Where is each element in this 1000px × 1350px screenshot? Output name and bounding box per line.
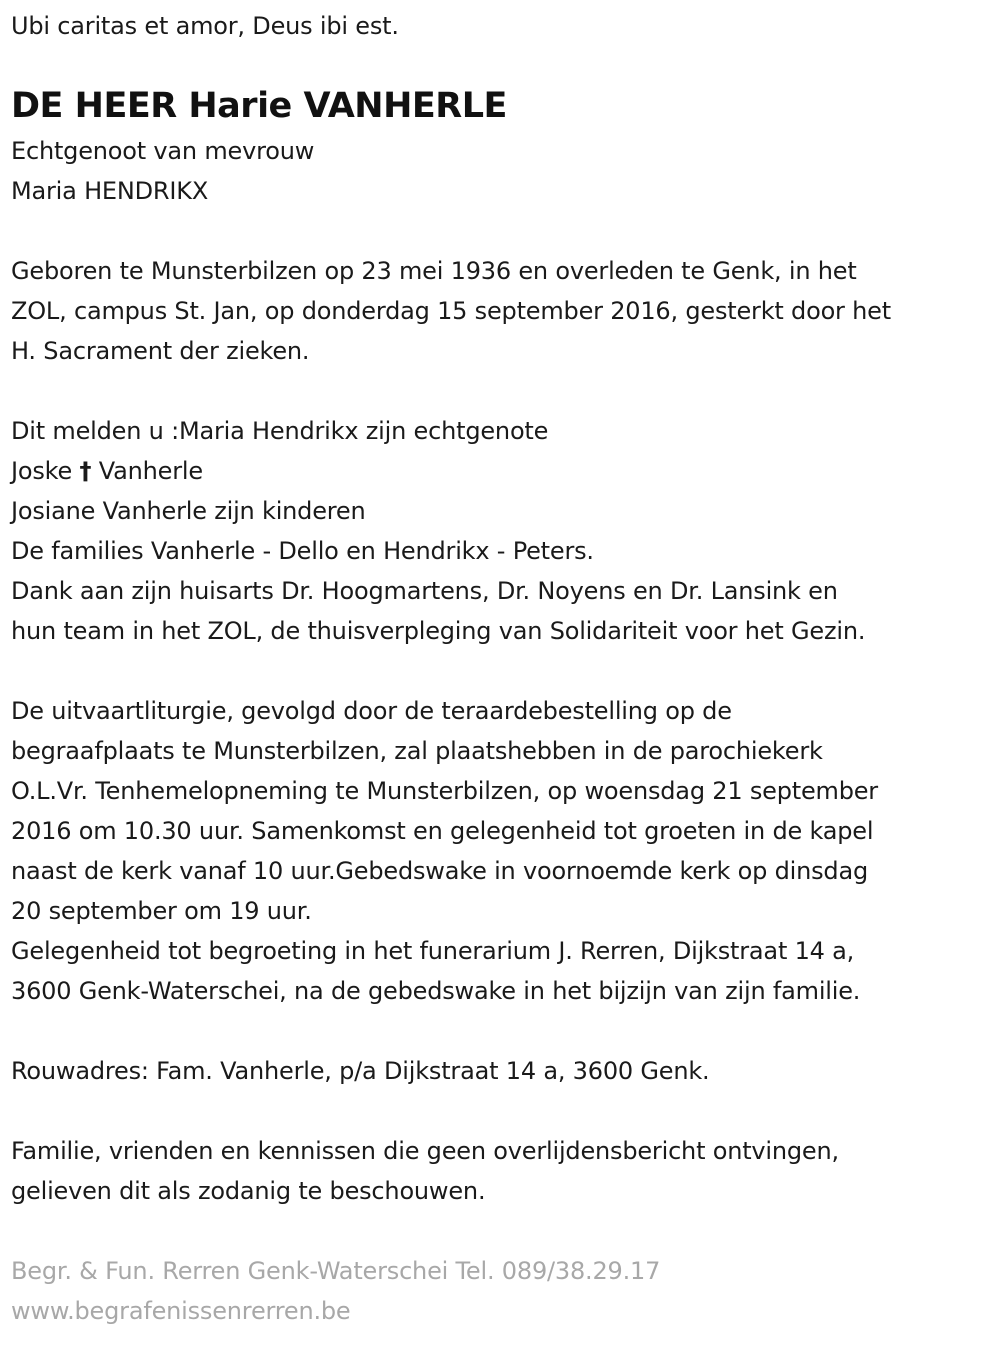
spacer — [11, 1011, 996, 1051]
funeral-line: Gelegenheid tot begroeting in het funerarium J. Rerren, Dijkstraat 14 a, — [11, 937, 855, 965]
thanks-line: hun team in het ZOL, de thuisverpleging van Solidariteit voor het Gezin. — [11, 617, 866, 645]
closing-line: Familie, vrienden en kennissen die geen overlijdensbericht ontvingen, — [11, 1137, 839, 1165]
spacer — [11, 651, 996, 691]
spouse-line-2: Maria HENDRIKX — [11, 177, 209, 205]
announcement-paragraph — [11, 411, 996, 651]
funeral-line: begraafplaats te Munsterbilzen, zal plaatshebben in de parochiekerk — [11, 737, 823, 765]
joske-last-name: Vanherle — [98, 457, 203, 485]
joske-first-name: Joske — [11, 457, 73, 485]
funeral-line: naast de kerk vanaf 10 uur.Gebedswake in voornoemde kerk op dinsdag — [11, 857, 868, 885]
mourning-address: Rouwadres: Fam. Vanherle, p/a Dijkstraat 14 a, 3600 Genk. — [11, 1057, 710, 1085]
cross-icon: † — [79, 457, 92, 485]
announcement-line: De families Vanherle - Dello en Hendrikx - Peters. — [11, 537, 594, 565]
funeral-line: 2016 om 10.30 uur. Samenkomst en gelegenheid tot groeten in de kapel — [11, 817, 874, 845]
birth-death-line: Geboren te Munsterbilzen op 23 mei 1936 en overleden te Genk, in het — [11, 257, 857, 285]
birth-death-paragraph — [11, 251, 996, 371]
spouse-line-1: Echtgenoot van mevrouw — [11, 137, 315, 165]
spacer — [11, 1211, 996, 1251]
funeral-paragraph — [11, 691, 996, 1011]
announcement-line: Josiane Vanherle zijn kinderen — [11, 497, 366, 525]
spacer — [11, 211, 996, 251]
funeral-line: 3600 Genk-Waterschei, na de gebedswake in het bijzijn van zijn familie. — [11, 977, 861, 1005]
funeral-home-footer — [11, 1251, 996, 1331]
funeral-line: O.L.Vr. Tenhemelopneming te Munsterbilzen, op woensdag 21 september — [11, 777, 878, 805]
motto: Ubi caritas et amor, Deus ibi est. — [11, 12, 399, 40]
closing-line: gelieven dit als zodanig te beschouwen. — [11, 1177, 486, 1205]
closing-paragraph — [11, 1131, 996, 1211]
funeral-line: 20 september om 19 uur. — [11, 897, 312, 925]
announcement-joske-line — [11, 451, 996, 491]
birth-death-line: ZOL, campus St. Jan, op donderdag 15 september 2016, gesterkt door het — [11, 297, 891, 325]
deceased-name: DE HEER Harie VANHERLE — [11, 86, 507, 126]
funeral-home-website: www.begrafenissenrerren.be — [11, 1297, 351, 1325]
spacer — [11, 1091, 996, 1131]
birth-death-line: H. Sacrament der zieken. — [11, 337, 310, 365]
announcement-line: Dit melden u :Maria Hendrikx zijn echtgenote — [11, 417, 549, 445]
funeral-home-contact: Begr. & Fun. Rerren Genk-Waterschei Tel. 089/38.29.17 — [11, 1257, 661, 1285]
spacer — [11, 371, 996, 411]
funeral-line: De uitvaartliturgie, gevolgd door de teraardebestelling op de — [11, 697, 732, 725]
thanks-line: Dank aan zijn huisarts Dr. Hoogmartens, Dr. Noyens en Dr. Lansink en — [11, 577, 838, 605]
obituary-notice — [11, 0, 996, 1331]
